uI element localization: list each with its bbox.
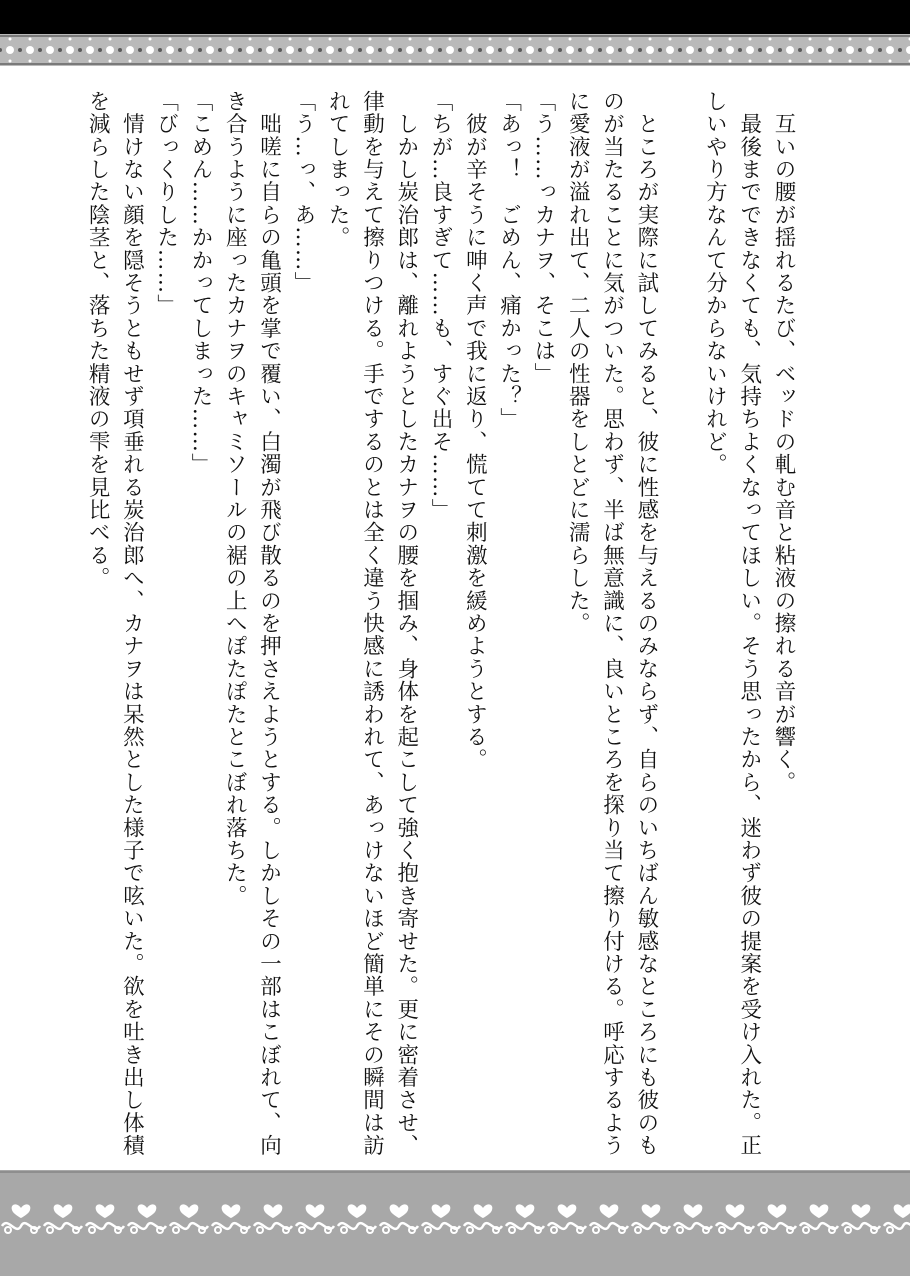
dialogue-line: 「あっ！ ごめん、痛かった？」 [496, 90, 522, 431]
text-column: ところが実際に試してみると、彼に性感を与えるのみならず、自らのいちばん敏感なところにも彼のものが当たることに気がついた。思わず、半ば無意識に、良いところを探り当て擦り付ける。呼応するように愛液が溢れ出て、二人の性器をしとどに濡らした。 [565, 90, 659, 1157]
text-column: 互いの腰が揺れるたび、ベッドの軋む音と粘液の擦れる音が響く。 [771, 90, 796, 794]
dialogue-line: 「う……っカナヲ、そこは」 [530, 90, 556, 386]
heart-scroll-pattern [0, 1170, 910, 1276]
text-column: 情けない顔を隠そうともせず項垂れる炭治郎へ、カナヲは呆然とした様子で呟いた。欲を吐き出し体積を減らした陰茎と、落ちた精液の雫を見比べる。 [85, 90, 145, 1157]
dialogue-line: 「こめん……かかってしまった……」 [187, 90, 213, 476]
text-column: 彼が辛そうに呻く声で我に返り、慌てて刺激を緩めようとする。 [462, 90, 488, 771]
dialogue-line: 「う…っ、あ……」 [290, 90, 316, 295]
lace-pattern-top [0, 34, 910, 66]
top-ornament-border [0, 34, 910, 66]
vertical-text-body [85, 90, 800, 1160]
dialogue-line: 「びっくりした……」 [153, 90, 179, 317]
paragraph-spacer [663, 90, 697, 1160]
dialogue-line: 「ちが…良すぎて……も、すぐ出そ……」 [428, 90, 454, 522]
bottom-ornament-border [0, 1170, 910, 1276]
text-column: 咄嗟に自らの亀頭を掌で覆い、白濁が飛び散るのを押さえようとする。しかしその一部はこぼれて、向き合うように座ったカナヲのキャミソールの裾の上へぽたぽたとこぼれ落ちた。 [222, 90, 282, 1157]
text-column: 最後までできなくても、気持ちよくなってほしい。そう思ったから、迷わず彼の提案を受け入れた。正しいやり方なんて分からないけれど。 [702, 90, 762, 1157]
header-bar [0, 0, 910, 34]
text-column: しかし炭治郎は、離れようとしたカナヲの腰を掴み、身体を起こして強く抱き寄せた。更に密着させ、律動を与えて擦りつける。手でするのとは全く違う快感に誘われて、あっけないほど簡単にその瞬間は訪れてしまった。 [325, 90, 419, 1157]
